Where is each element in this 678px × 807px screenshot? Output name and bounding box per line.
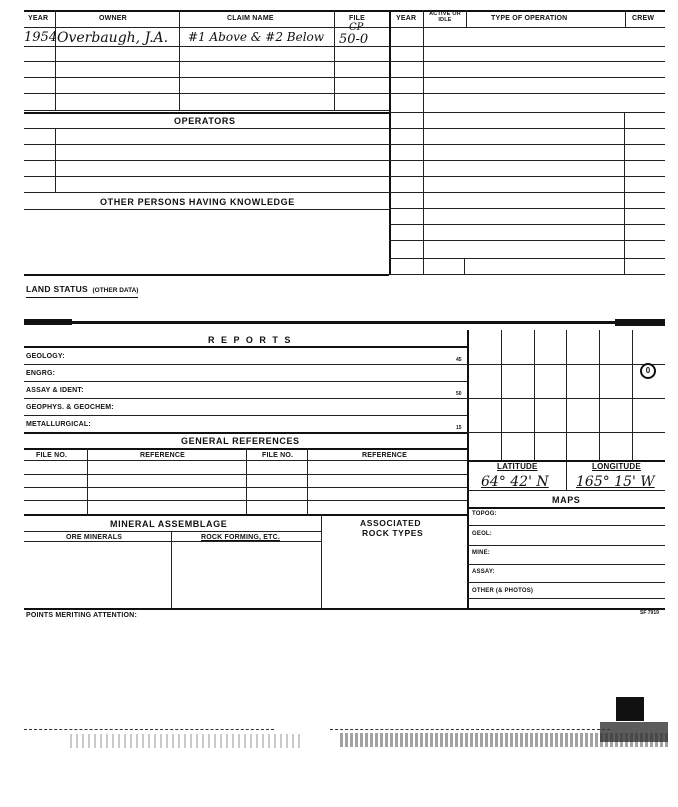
reports-engrg-label: ENGRG: [26, 370, 56, 377]
maps-geol-label: GEOL: [472, 531, 492, 537]
other-persons-title: OTHER PERSONS HAVING KNOWLEDGE [100, 197, 295, 207]
reports-assay-label: ASSAY & IDENT: [26, 387, 84, 394]
entry-file-top: CP [349, 22, 364, 33]
reports-metallurgical-label: METALLURGICAL: [26, 421, 91, 428]
reports-assay-code: 50 [456, 391, 462, 397]
maps-topog-label: TOPOG: [472, 511, 497, 517]
col-header-year: YEAR [28, 15, 49, 22]
entry-owner: Overbaugh, J.A. [57, 30, 169, 46]
grid-mark-text: 0 [645, 366, 651, 375]
ref-header-file-no-2: FILE NO. [262, 452, 294, 459]
latitude-label: LATITUDE [497, 462, 538, 471]
operators-title: OPERATORS [174, 116, 236, 126]
col-header-active-idle: ACTIVE OR IDLE [429, 11, 461, 23]
form-number: SF 7919 [640, 610, 659, 616]
col-header-owner: OWNER [99, 15, 127, 22]
reports-metallurgical-code: 15 [456, 425, 462, 431]
associated-rock-types-line1: ASSOCIATED [360, 518, 422, 528]
heavy-divider-end-right [615, 319, 665, 326]
general-references-title: GENERAL REFERENCES [181, 436, 300, 446]
reports-geology-code: 45 [456, 357, 462, 363]
col-header-claim-name: CLAIM NAME [227, 15, 274, 22]
ref-header-reference-2: REFERENCE [362, 452, 407, 459]
col-header-crew: CREW [632, 15, 655, 22]
associated-rock-types-line2: ROCK TYPES [362, 528, 424, 538]
longitude-value: 165° 15' W [576, 474, 655, 490]
land-status-subtitle: (OTHER DATA) [92, 287, 139, 294]
maps-assay-label: ASSAY: [472, 569, 495, 575]
reports-geology-label: GEOLOGY: [26, 353, 65, 360]
reports-title: R E P O R T S [208, 335, 293, 345]
heavy-divider-end-left [24, 319, 72, 325]
ref-header-reference-1: REFERENCE [140, 452, 185, 459]
col-header-ops-year: YEAR [396, 15, 417, 22]
entry-year: 1954 [24, 30, 58, 45]
grid-circle-mark [640, 363, 656, 379]
land-status [26, 279, 138, 298]
mineral-assemblage-title: MINERAL ASSEMBLAGE [110, 519, 228, 529]
col-header-type-of-operation: TYPE OF OPERATION [491, 15, 568, 22]
maps-mine-label: MINE: [472, 550, 490, 556]
col-header-file: FILE [349, 15, 365, 22]
ore-minerals-label: ORE MINERALS [66, 534, 123, 541]
points-meriting-attention: POINTS MERITING ATTENTION: [26, 612, 137, 619]
reports-geophys-label: GEOPHYS. & GEOCHEM: [26, 404, 114, 411]
entry-claim-name: #1 Above & #2 Below [188, 30, 325, 44]
latitude-value: 64° 42' N [481, 474, 549, 490]
land-status-title: LAND STATUS [26, 284, 89, 294]
heavy-divider [24, 321, 665, 324]
longitude-label: LONGITUDE [592, 462, 641, 471]
ref-header-file-no-1: FILE NO. [36, 452, 68, 459]
maps-title: MAPS [552, 495, 581, 505]
maps-other-label: OTHER (& PHOTOS) [472, 588, 534, 594]
rock-forming-label: ROCK FORMING, ETC. [201, 534, 281, 541]
entry-file: 50-0 [339, 32, 369, 47]
